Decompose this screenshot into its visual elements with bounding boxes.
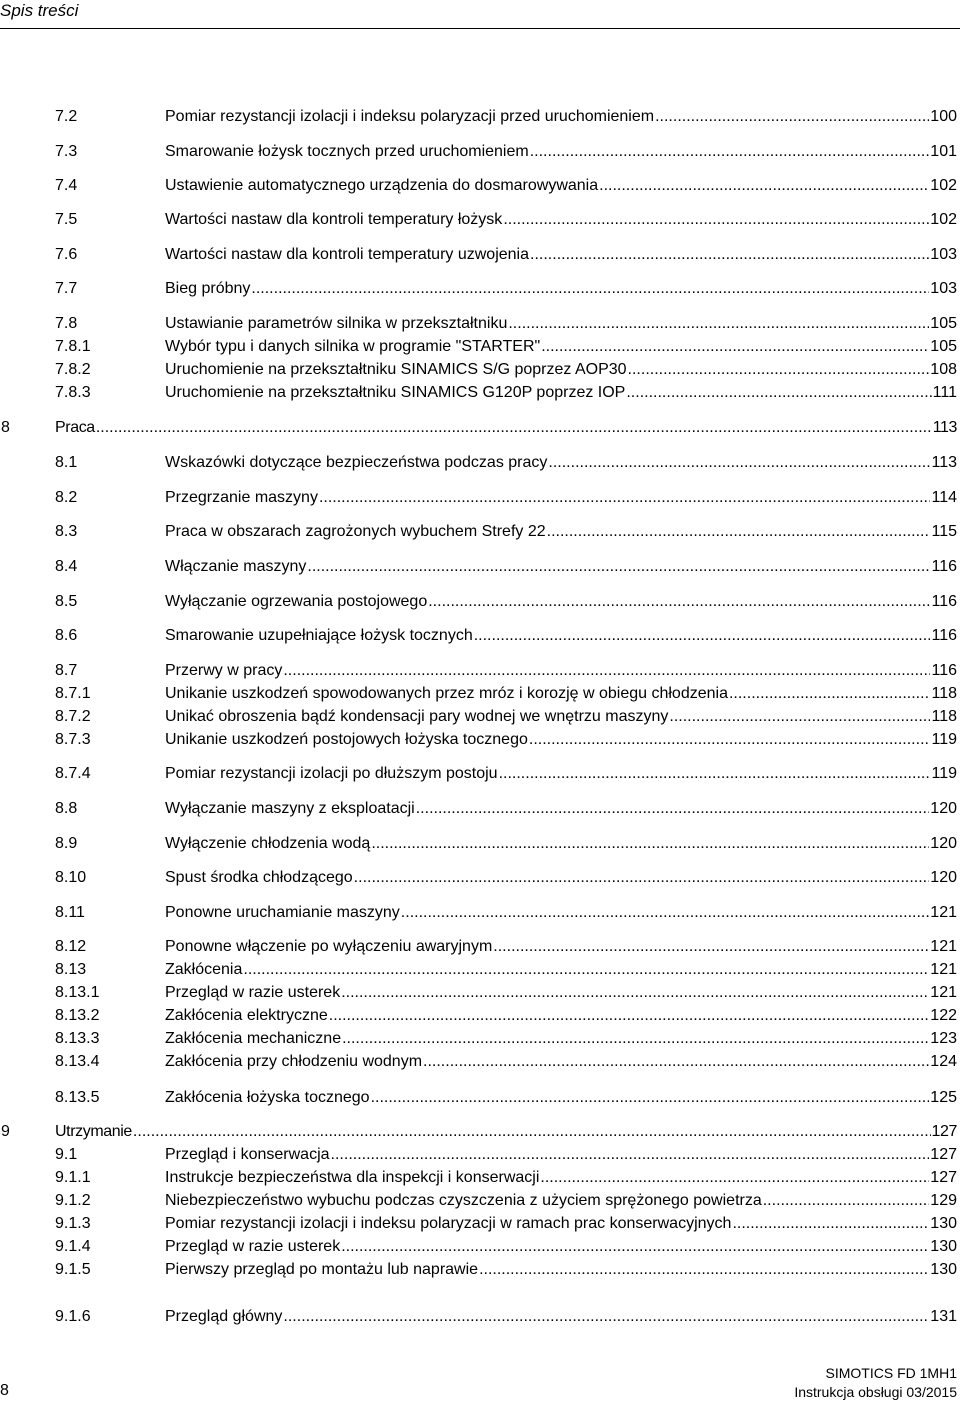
- toc-entry-page: 123: [930, 1030, 957, 1047]
- toc-entry-title: Unikanie uszkodzeń spowodowanych przez mróz i korozję w obiegu chłodzenia: [165, 685, 728, 702]
- toc-entry-page: 116: [931, 558, 957, 575]
- toc-entry-line: [165, 336, 957, 358]
- toc-entry-number: 9.1.1: [55, 1169, 91, 1186]
- toc-entry-number: 8.13.1: [55, 984, 100, 1001]
- toc-entry-title: Ustawianie parametrów silnika w przekształtniku: [165, 315, 508, 332]
- toc-entry-number: 8.2: [55, 489, 78, 506]
- toc-entry-row[interactable]: [0, 833, 960, 855]
- toc-entry-page: 131: [930, 1308, 957, 1325]
- toc-entry-number: 8.9: [55, 835, 78, 852]
- toc-entry-number: 9.1.5: [55, 1261, 91, 1278]
- toc-entry-line: [55, 417, 957, 439]
- footer-info: [794, 1364, 957, 1402]
- toc-entry-line: [165, 1259, 957, 1281]
- toc-entry-page: 116: [931, 593, 957, 610]
- toc-entry-page: 105: [930, 315, 957, 332]
- toc-entry-page: 119: [931, 765, 957, 782]
- toc-entry-line: [165, 798, 957, 820]
- dot-leader: [530, 244, 929, 266]
- dot-leader: [251, 278, 929, 300]
- toc-entry-row[interactable]: [0, 1190, 960, 1212]
- dot-leader: [626, 382, 931, 404]
- toc-entry-title: Bieg próbny: [165, 280, 251, 297]
- dot-leader: [416, 798, 930, 820]
- toc-entry-number: 8.4: [55, 558, 78, 575]
- toc-entry-page: 121: [930, 961, 957, 978]
- toc-entry-title: Wyłączanie ogrzewania postojowego: [165, 593, 428, 610]
- toc-entry-title: Spust środka chłodzącego: [165, 869, 353, 886]
- dot-leader: [503, 209, 929, 231]
- toc-entry-title: Zakłócenia łożyska tocznego: [165, 1089, 370, 1106]
- footer-document: Instrukcja obsługi 03/2015: [794, 1384, 957, 1400]
- toc-entry-number: 7.5: [55, 211, 78, 228]
- toc-entry-page: 105: [930, 338, 957, 355]
- toc-entry-number: 7.2: [55, 108, 78, 125]
- toc-entry-row[interactable]: [0, 660, 960, 682]
- toc-entry-title: Wartości nastaw dla kontroli temperatury uzwojenia: [165, 246, 530, 263]
- toc-entry-line: [165, 141, 957, 163]
- toc-entry-number: 9.1.4: [55, 1238, 91, 1255]
- toc-entry-title: Pomiar rezystancji izolacji po dłuższym postoju: [165, 765, 498, 782]
- toc-entry-row[interactable]: [0, 902, 960, 924]
- toc-entry-title: Ponowne włączenie po wyłączeniu awaryjnym: [165, 938, 493, 955]
- toc-entry-title: Przegląd w razie usterek: [165, 984, 341, 1001]
- toc-entry-title: Przegląd główny: [165, 1308, 283, 1325]
- toc-entry-row[interactable]: [0, 982, 960, 1004]
- running-header: Spis treści: [0, 1, 79, 20]
- dot-leader: [599, 175, 929, 197]
- toc-entry-page: 101: [930, 143, 957, 160]
- toc-entry-number: 7.7: [55, 280, 78, 297]
- toc-entry-page: 100: [930, 108, 957, 125]
- toc-entry-line: [165, 209, 957, 231]
- toc-entry-line: [165, 763, 957, 785]
- toc-entry-line: [165, 106, 957, 128]
- toc-entry-line: [165, 1005, 957, 1027]
- toc-entry-line: [165, 1167, 957, 1189]
- dot-leader: [371, 833, 929, 855]
- toc-entry-number: 8.5: [55, 593, 78, 610]
- toc-entry-title: Uruchomienie na przekształtniku SINAMICS G120P poprzez IOP: [165, 384, 626, 401]
- dot-leader: [354, 867, 930, 889]
- toc-entry-line: [165, 487, 957, 509]
- toc-entry-page: 121: [930, 984, 957, 1001]
- toc-entry-number: 8.6: [55, 627, 78, 644]
- toc-entry-title: Wyłączanie maszyny z eksploatacji: [165, 800, 415, 817]
- toc-entry-page: 129: [930, 1192, 957, 1209]
- toc-entry-page: 127: [931, 1123, 957, 1140]
- toc-entry-title: Praca w obszarach zagrożonych wybuchem Strefy 22: [165, 523, 546, 540]
- dot-leader: [669, 706, 930, 728]
- toc-entry-page: 108: [930, 361, 957, 378]
- toc-entry-page: 130: [930, 1215, 957, 1232]
- toc-entry-page: 120: [930, 869, 957, 886]
- toc-entry-title: Włączanie maszyny: [165, 558, 307, 575]
- toc-entry-row[interactable]: [0, 798, 960, 820]
- toc-entry-line: [165, 683, 957, 705]
- toc-entry-line: [165, 729, 957, 751]
- toc-entry-title: Ponowne uruchamianie maszyny: [165, 904, 400, 921]
- footer-product: SIMOTICS FD 1MH1: [825, 1365, 957, 1381]
- toc-entry-title: Zakłócenia elektryczne: [165, 1007, 328, 1024]
- toc-entry-number: 9.1: [55, 1146, 78, 1163]
- toc-entry-line: [165, 959, 957, 981]
- toc-entry-title: Przerwy w pracy: [165, 662, 283, 679]
- toc-chapter-row[interactable]: [0, 417, 960, 439]
- toc-entry-line: [165, 556, 957, 578]
- toc-entry-line: [165, 1028, 957, 1050]
- toc-entry-line: [165, 382, 957, 404]
- toc-entry-line: [165, 313, 957, 335]
- toc-entry-title: Utrzymanie: [55, 1123, 132, 1140]
- toc-entry-page: 102: [930, 211, 957, 228]
- toc-entry-title: Wartości nastaw dla kontroli temperatury łożysk: [165, 211, 503, 228]
- toc-entry-title: Zakłócenia przy chłodzeniu wodnym: [165, 1053, 423, 1070]
- toc-entry-title: Pomiar rezystancji izolacji i indeksu polaryzacji w ramach prac konserwacyjnych: [165, 1215, 732, 1232]
- toc-entry-number: 9.1.3: [55, 1215, 91, 1232]
- dot-leader: [474, 625, 931, 647]
- toc-entry-line: [165, 175, 957, 197]
- toc-entry-line: [165, 660, 957, 682]
- toc-entry-title: Pomiar rezystancji izolacji i indeksu polaryzacji przed uruchomieniem: [165, 108, 655, 125]
- toc-entry-row[interactable]: [0, 106, 960, 128]
- toc-entry-number: 9.1.6: [55, 1308, 91, 1325]
- dot-leader: [540, 1167, 929, 1189]
- dot-leader: [729, 683, 931, 705]
- toc-entry-page: 122: [930, 1007, 957, 1024]
- dot-leader: [133, 1121, 931, 1143]
- toc-entry-row[interactable]: [0, 959, 960, 981]
- toc-entry-page: 120: [930, 800, 957, 817]
- dot-leader: [499, 763, 931, 785]
- toc-entry-page: 127: [930, 1146, 957, 1163]
- toc-entry-line: [165, 1190, 957, 1212]
- toc-entry-page: 121: [930, 938, 957, 955]
- dot-leader: [423, 1051, 929, 1073]
- dot-leader: [329, 1005, 930, 1027]
- toc-entry-title: Przegrzanie maszyny: [165, 489, 318, 506]
- toc-entry-row[interactable]: [0, 209, 960, 231]
- dot-leader: [479, 1259, 929, 1281]
- toc-entry-number: 8: [1, 419, 10, 436]
- toc-entry-row[interactable]: [0, 452, 960, 474]
- toc-entry-number: 8.13: [55, 961, 87, 978]
- toc-entry-line: [165, 625, 957, 647]
- toc-entry-row[interactable]: [0, 359, 960, 381]
- toc-entry-row[interactable]: [0, 521, 960, 543]
- toc-entry-title: Uruchomienie na przekształtniku SINAMICS S/G poprzez AOP30: [165, 361, 627, 378]
- dot-leader: [541, 336, 929, 358]
- toc-entry-line: [165, 1306, 957, 1328]
- toc-entry-number: 8.13.3: [55, 1030, 100, 1047]
- toc-entry-page: 127: [930, 1169, 957, 1186]
- toc-entry-line: [165, 902, 957, 924]
- toc-entry-page: 130: [930, 1238, 957, 1255]
- toc-entry-page: 124: [930, 1053, 957, 1070]
- toc-entry-page: 115: [931, 523, 957, 540]
- toc-entry-row[interactable]: [0, 1236, 960, 1258]
- dot-leader: [283, 660, 930, 682]
- toc-entry-title: Instrukcje bezpieczeństwa dla inspekcji i konserwacji: [165, 1169, 540, 1186]
- toc-entry-number: 8.7.2: [55, 708, 91, 725]
- dot-leader: [341, 1236, 929, 1258]
- toc-entry-title: Praca: [55, 419, 95, 436]
- toc-entry-number: 8.13.4: [55, 1053, 100, 1070]
- toc-entry-line: [165, 982, 957, 1004]
- dot-leader: [547, 521, 931, 543]
- dot-leader: [307, 556, 930, 578]
- toc-entry-page: 116: [931, 627, 957, 644]
- toc-entry-row[interactable]: [0, 244, 960, 266]
- toc-entry-page: 113: [932, 419, 957, 436]
- toc-entry-number: 8.3: [55, 523, 78, 540]
- toc-entry-row[interactable]: [0, 487, 960, 509]
- dot-leader: [493, 936, 929, 958]
- toc-entry-row[interactable]: [0, 1213, 960, 1235]
- toc-entry-number: 8.8: [55, 800, 78, 817]
- toc-entry-number: 8.7.4: [55, 765, 91, 782]
- toc-entry-line: [165, 706, 957, 728]
- toc-entry-page: 103: [930, 280, 957, 297]
- toc-entry-line: [165, 1213, 957, 1235]
- toc-entry-number: 9.1.2: [55, 1192, 91, 1209]
- dot-leader: [628, 359, 930, 381]
- dot-leader: [508, 313, 929, 335]
- toc-entry-title: Smarowanie łożysk tocznych przed uruchomieniem: [165, 143, 529, 160]
- toc-entry-number: 8.1: [55, 454, 78, 471]
- toc-entry-row[interactable]: [0, 556, 960, 578]
- toc-entry-title: Przegląd i konserwacja: [165, 1146, 330, 1163]
- toc-entry-line: [165, 1087, 957, 1109]
- toc-entry-row[interactable]: [0, 1259, 960, 1281]
- toc-entry-title: Pierwszy przegląd po montażu lub naprawie: [165, 1261, 479, 1278]
- toc-entry-row[interactable]: [0, 313, 960, 335]
- toc-entry-page: 103: [930, 246, 957, 263]
- toc-entry-row[interactable]: [0, 1005, 960, 1027]
- toc-entry-page: 113: [931, 454, 957, 471]
- toc-entry-page: 119: [931, 731, 957, 748]
- toc-entry-title: Unikanie uszkodzeń postojowych łożyska tocznego: [165, 731, 528, 748]
- dot-leader: [96, 417, 932, 439]
- toc-entry-line: [165, 1051, 957, 1073]
- toc-entry-row[interactable]: [0, 1144, 960, 1166]
- toc-entry-number: 8.13.2: [55, 1007, 100, 1024]
- toc-entry-number: 8.7: [55, 662, 78, 679]
- toc-entry-line: [165, 1236, 957, 1258]
- dot-leader: [529, 729, 931, 751]
- toc-entry-row[interactable]: [0, 625, 960, 647]
- toc-entry-number: 8.10: [55, 869, 87, 886]
- dot-leader: [428, 591, 930, 613]
- toc-entry-row[interactable]: [0, 706, 960, 728]
- toc-entry-title: Zakłócenia mechaniczne: [165, 1030, 342, 1047]
- toc-entry-title: Zakłócenia: [165, 961, 243, 978]
- toc-entry-page: 118: [931, 685, 957, 702]
- dot-leader: [371, 1087, 930, 1109]
- header-rule: [0, 28, 960, 29]
- toc-entry-page: 111: [932, 384, 957, 401]
- dot-leader: [548, 452, 930, 474]
- toc-entry-line: [165, 1144, 957, 1166]
- toc-entry-row[interactable]: [0, 729, 960, 751]
- toc-entry-row[interactable]: [0, 1167, 960, 1189]
- toc-entry-number: 7.6: [55, 246, 78, 263]
- toc-entry-page: 120: [930, 835, 957, 852]
- dot-leader: [331, 1144, 930, 1166]
- dot-leader: [283, 1306, 929, 1328]
- toc-entry-row[interactable]: [0, 278, 960, 300]
- toc-entry-line: [165, 278, 957, 300]
- dot-leader: [401, 902, 930, 924]
- toc-entry-number: 7.4: [55, 177, 78, 194]
- toc-entry-line: [165, 521, 957, 543]
- page-number: 8: [0, 1382, 9, 1399]
- toc-entry-row[interactable]: [0, 763, 960, 785]
- toc-entry-line: [165, 359, 957, 381]
- toc-chapter-row[interactable]: [0, 1121, 960, 1143]
- toc-entry-number: 8.7.1: [55, 685, 91, 702]
- toc-entry-row[interactable]: [0, 683, 960, 705]
- toc-entry-number: 7.8.2: [55, 361, 91, 378]
- toc-entry-row[interactable]: [0, 1087, 960, 1109]
- toc-entry-title: Ustawienie automatycznego urządzenia do dosmarowywania: [165, 177, 599, 194]
- dot-leader: [243, 959, 929, 981]
- dot-leader: [655, 106, 929, 128]
- toc-entry-row[interactable]: [0, 175, 960, 197]
- toc-entry-row[interactable]: [0, 1028, 960, 1050]
- toc-entry-line: [165, 452, 957, 474]
- toc-entry-page: 130: [930, 1261, 957, 1278]
- toc-entry-title: Unikać obroszenia bądź kondensacji pary wodnej we wnętrzu maszyny: [165, 708, 669, 725]
- dot-leader: [342, 1028, 929, 1050]
- toc-entry-row[interactable]: [0, 936, 960, 958]
- toc-entry-line: [165, 244, 957, 266]
- toc-entry-row[interactable]: [0, 141, 960, 163]
- dot-leader: [319, 487, 931, 509]
- toc-entry-line: [165, 591, 957, 613]
- toc-entry-number: 8.13.5: [55, 1089, 100, 1106]
- toc-entry-row[interactable]: [0, 382, 960, 404]
- toc-entry-number: 8.7.3: [55, 731, 91, 748]
- toc-entry-row[interactable]: [0, 1051, 960, 1073]
- dot-leader: [732, 1213, 929, 1235]
- toc-entry-line: [165, 833, 957, 855]
- toc-entry-title: Wyłączenie chłodzenia wodą: [165, 835, 371, 852]
- toc-entry-number: 7.8: [55, 315, 78, 332]
- toc-entry-number: 7.8.3: [55, 384, 91, 401]
- toc-entry-row[interactable]: [0, 867, 960, 889]
- dot-leader: [341, 982, 929, 1004]
- toc-entry-number: 9: [1, 1123, 10, 1140]
- toc-entry-row[interactable]: [0, 1306, 960, 1328]
- toc-entry-number: 7.8.1: [55, 338, 91, 355]
- toc-entry-row[interactable]: [0, 336, 960, 358]
- toc-entry-page: 102: [930, 177, 957, 194]
- toc-entry-number: 8.11: [55, 904, 85, 921]
- toc-entry-title: Przegląd w razie usterek: [165, 1238, 341, 1255]
- toc-entry-title: Smarowanie uzupełniające łożysk tocznych: [165, 627, 473, 644]
- toc-entry-row[interactable]: [0, 591, 960, 613]
- dot-leader: [530, 141, 930, 163]
- dot-leader: [763, 1190, 930, 1212]
- toc-entry-title: Wybór typu i danych silnika w programie "STARTER": [165, 338, 541, 355]
- toc-entry-page: 121: [930, 904, 957, 921]
- toc-entry-page: 118: [931, 708, 957, 725]
- toc-entry-page: 116: [931, 662, 957, 679]
- toc-entry-title: Niebezpieczeństwo wybuchu podczas czyszczenia z użyciem sprężonego powietrza: [165, 1192, 762, 1209]
- toc-entry-page: 125: [930, 1089, 957, 1106]
- toc-entry-line: [165, 867, 957, 889]
- toc-entry-title: Wskazówki dotyczące bezpieczeństwa podczas pracy: [165, 454, 548, 471]
- toc-entry-number: 8.12: [55, 938, 87, 955]
- toc-entry-number: 7.3: [55, 143, 78, 160]
- toc-entry-line: [55, 1121, 957, 1143]
- toc-entry-page: 114: [931, 489, 957, 506]
- toc-entry-line: [165, 936, 957, 958]
